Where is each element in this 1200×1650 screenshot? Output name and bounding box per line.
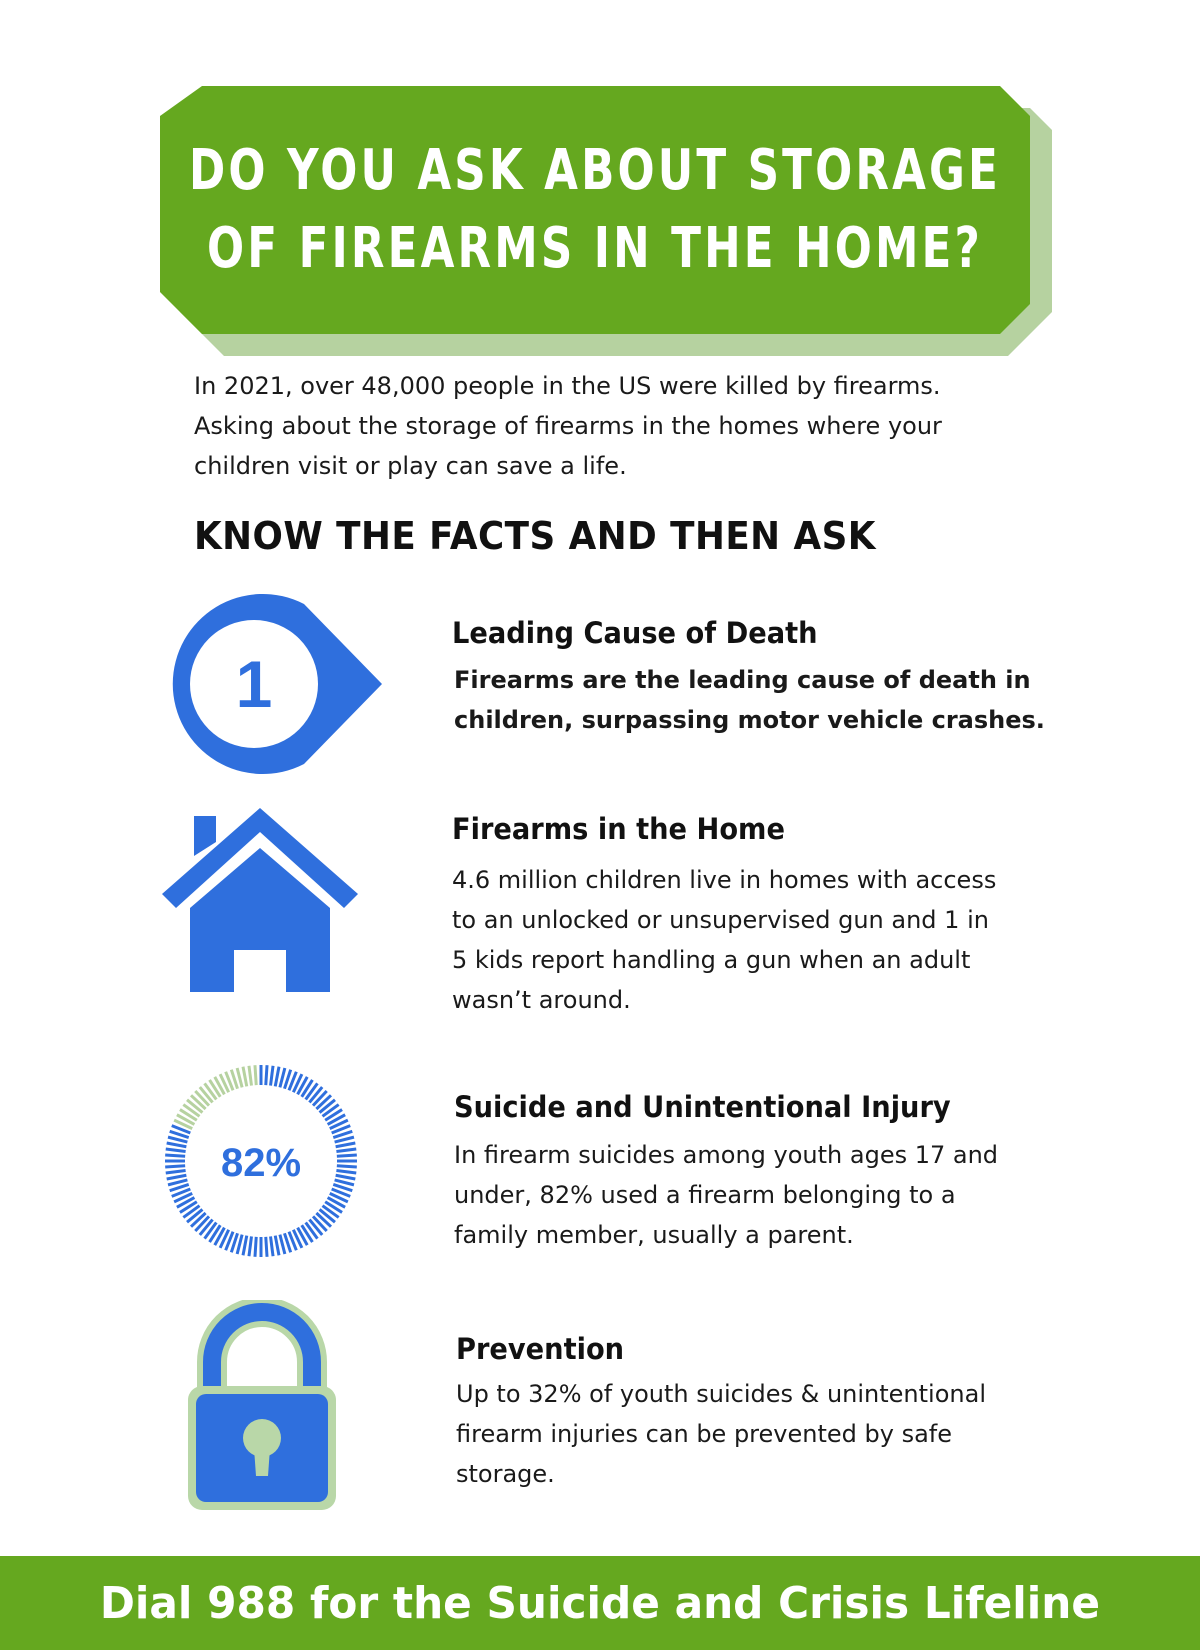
fact-body [454, 1135, 1074, 1255]
ring-tick [165, 1166, 185, 1167]
ring-tick [237, 1068, 242, 1087]
fact-body [452, 860, 1072, 1020]
padlock-icon [184, 1300, 340, 1514]
fact-body-line: 5 kids report handling a gun when an adult [452, 946, 971, 974]
ring-tick [166, 1171, 186, 1174]
ring-tick [335, 1180, 354, 1185]
fact-title: Firearms in the Home [452, 812, 785, 846]
ring-tick [195, 1216, 209, 1231]
ring-tick [275, 1236, 279, 1256]
ring-tick [337, 1166, 357, 1167]
ring-tick [336, 1171, 356, 1174]
ring-tick [316, 1213, 331, 1227]
ring-tick [166, 1149, 186, 1152]
ring-tick [255, 1237, 256, 1257]
intro-line: Asking about the storage of firearms in the homes where your [194, 412, 942, 440]
fact-body [456, 1374, 1076, 1494]
ring-percent-label: 82% [220, 1141, 302, 1185]
ring-tick [191, 1213, 206, 1227]
fact-body-line: In firearm suicides among youth ages 17 and [454, 1141, 999, 1169]
ring-tick [195, 1091, 209, 1106]
ring-tick [337, 1155, 357, 1156]
ring-tick [266, 1237, 267, 1257]
ring-tick [335, 1137, 354, 1142]
fact-body-line: under, 82% used a firearm belonging to a [454, 1181, 956, 1209]
ring-tick [275, 1067, 279, 1087]
ring-tick [191, 1095, 206, 1109]
badge-number: 1 [235, 647, 273, 721]
ring-tick [243, 1067, 247, 1087]
title-banner [160, 86, 1052, 356]
ring-tick [167, 1143, 187, 1147]
fact-body-line: 4.6 million children live in homes with access [452, 866, 997, 894]
fact-body-line: to an unlocked or unsupervised gun and 1 in [452, 906, 989, 934]
footer-text: Dial 988 for the Suicide and Crisis Lifeline [99, 1577, 1101, 1629]
fact-body [454, 660, 1074, 740]
number-one-pin-icon [164, 592, 384, 776]
fact-body-line: children, surpassing motor vehicle crashes. [454, 706, 1045, 734]
ring-tick [237, 1235, 242, 1254]
intro-paragraph [194, 366, 1074, 486]
ring-tick [243, 1236, 247, 1256]
percent-ring-icon [161, 1061, 361, 1261]
ring-tick [280, 1235, 285, 1254]
fact-body-line: firearm injuries can be prevented by safe [456, 1420, 952, 1448]
ring-tick [313, 1091, 327, 1106]
intro-line: children visit or play can save a life. [194, 452, 627, 480]
fact-title: Leading Cause of Death [452, 616, 818, 650]
ring-tick [249, 1066, 252, 1086]
ring-tick [168, 1180, 187, 1185]
fact-body-line: wasn’t around. [452, 986, 631, 1014]
ring-tick [271, 1066, 274, 1086]
ring-tick [271, 1236, 274, 1256]
ring-tick [313, 1216, 327, 1231]
ring-tick [266, 1065, 267, 1085]
banner-title-line1: DO YOU ASK ABOUT STORAGE [189, 138, 1001, 203]
fact-title: Suicide and Unintentional Injury [454, 1090, 951, 1124]
ring-tick [167, 1175, 187, 1179]
ring-tick [336, 1143, 356, 1147]
fact-body-line: storage. [456, 1460, 555, 1488]
banner-title-line2: OF FIREARMS IN THE HOME? [207, 216, 983, 281]
banner-title [189, 86, 1001, 334]
facts-heading: KNOW THE FACTS AND THEN ASK [194, 514, 876, 558]
fact-body-line: Firearms are the leading cause of death in [454, 666, 1031, 694]
ring-tick [168, 1137, 187, 1142]
fact-title: Prevention [456, 1332, 625, 1366]
ring-tick [316, 1095, 331, 1109]
ring-tick [255, 1065, 256, 1085]
footer-banner [0, 1556, 1200, 1650]
ring-tick [165, 1155, 185, 1156]
fact-body-line: family member, usually a parent. [454, 1221, 854, 1249]
house-icon [162, 808, 358, 994]
ring-tick [249, 1236, 252, 1256]
intro-line: In 2021, over 48,000 people in the US were killed by firearms. [194, 372, 941, 400]
ring-tick [336, 1149, 356, 1152]
ring-tick [280, 1068, 285, 1087]
ring-tick [336, 1175, 356, 1179]
fact-body-line: Up to 32% of youth suicides & unintentional [456, 1380, 986, 1408]
